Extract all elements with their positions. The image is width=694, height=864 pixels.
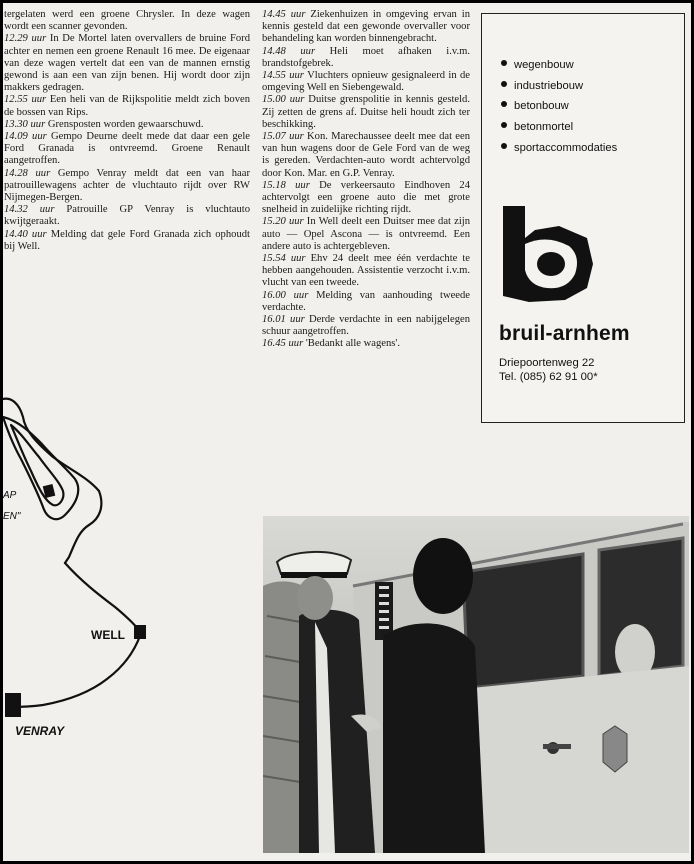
timeline-text: In De Mortel laten overvallers de bruine Ford achter en nemen een groene Renault 16 mee. De eigenaar van deze wagen vertelt dat een van de mannen ernstig gewond is aan een van zijn benen. Hij wordt door zijn makkers gedragen. — [4, 33, 250, 94]
bruil-logo-icon — [499, 204, 595, 304]
timeline-entry — [262, 253, 470, 290]
advertisement-bruil — [481, 13, 685, 423]
service-item: betonbouw — [501, 96, 617, 117]
timeline-entry — [262, 70, 470, 94]
timeline-time: 14.32 uur — [4, 204, 55, 216]
timeline-text: Gempo Deurne deelt mede dat daar een gele Ford Granada is ontvreemd. Groene Renault aangetroffen. — [4, 131, 250, 167]
timeline-text: tergelaten werd een groene Chrysler. In deze wagen wordt een scanner gevonden. — [4, 9, 250, 33]
timeline-entry — [262, 314, 470, 338]
timeline-text: Een heli van de Rijkspolitie meldt zich boven de bossen van Rips. — [4, 94, 250, 118]
timeline-time: 15.00 uur — [262, 94, 305, 106]
timeline-entry — [4, 229, 250, 253]
timeline-column-middle — [262, 9, 470, 351]
logo-letter: b — [545, 234, 546, 235]
timeline-time: 14.48 uur — [262, 45, 316, 57]
timeline-entry — [4, 9, 250, 33]
timeline-entry — [262, 290, 470, 314]
timeline-text: Duitse grenspolitie in kennis gesteld. Zij zetten de grens af. Duitse heli houdt zich ter beschikking. — [262, 94, 470, 130]
timeline-text: Patrouille GP Venray is vluchtauto kwijtgeraakt. — [4, 204, 251, 228]
map-label-well: WELL — [91, 628, 125, 642]
timeline-time: 14.45 uur — [262, 9, 306, 20]
timeline-text: Melding dat gele Ford Granada zich ophoudt bij Well. — [4, 228, 250, 252]
timeline-entry — [4, 94, 250, 118]
timeline-text: Kon. Marechaussee deelt mee dat een van hun wagens door de Gele Ford van de weg is gereden. Verdachten-auto wordt achtervolgd door Kon. Mar. en G.P. Venray. — [262, 131, 470, 179]
timeline-text: In Well deelt een Duitser mee dat zijn auto — Opel Ascona — is ontvreemd. Een andere auto is achtergebleven. — [262, 216, 470, 252]
timeline-entry — [4, 33, 250, 94]
timeline-entry — [4, 204, 250, 228]
route-map — [3, 395, 263, 755]
timeline-text: Gempo Venray meldt dat een van haar patrouillewagens achter de vluchtauto rijdt over RW Nijmegen-Bergen. — [4, 167, 250, 204]
timeline-entry — [262, 131, 470, 180]
map-label-venray: VENRAY — [15, 724, 65, 738]
timeline-time: 14.28 uur — [4, 167, 51, 179]
timeline-text: Derde verdachte in een nabijgelegen schuur aangetroffen. — [262, 314, 471, 338]
timeline-text: Heli moet afhaken i.v.m. brandstofgebrek. — [262, 45, 470, 69]
service-item: industriebouw — [501, 76, 617, 97]
timeline-text: Vluchters opnieuw gesignaleerd in de omgeving Well en Siebengewald. — [262, 70, 470, 94]
brand-address — [499, 356, 598, 384]
service-item: wegenbouw — [501, 55, 617, 76]
timeline-entry — [262, 338, 470, 350]
timeline-text: Grensposten worden gewaarschuwd. — [45, 118, 204, 130]
map-label-partial: AP — [3, 490, 17, 501]
timeline-time: 16.01 uur — [262, 314, 305, 326]
timeline-time: 12.29 uur — [4, 33, 47, 45]
timeline-time: 15.20 uur — [262, 216, 304, 228]
timeline-entry — [262, 216, 470, 253]
brand-name: bruil-arnhem — [499, 322, 630, 345]
timeline-time: 16.45 uur — [262, 338, 304, 350]
police-photo — [263, 516, 689, 853]
timeline-time: 14.40 uur — [4, 228, 47, 240]
watermark: WWW.RIJKSPOLITIE.ORG — [518, 808, 638, 819]
timeline-time: 14.09 uur — [4, 131, 47, 143]
timeline-time: 15.18 uur — [262, 179, 310, 191]
address-line: Driepoortenweg 22 — [499, 357, 595, 369]
service-item: sportaccommodaties — [501, 138, 617, 159]
timeline-entry — [4, 168, 250, 205]
map-label-partial2: EN" — [3, 511, 21, 522]
timeline-text: De verkeersauto Eindhoven 24 achtervolgt een groene auto die met grote snelheid in zuidelijke richting rijdt. — [262, 179, 471, 216]
timeline-entry — [262, 9, 470, 46]
timeline-entry — [4, 119, 250, 131]
timeline-text: Ziekenhuizen in omgeving ervan in kennis gesteld dat een gewonde overvaller voor behandeling kan worden binnengebracht. — [262, 9, 470, 45]
timeline-time: 15.07 uur — [262, 131, 304, 143]
timeline-text: 'Bedankt alle wagens'. — [303, 338, 400, 350]
timeline-time: 13.30 uur — [4, 118, 46, 130]
timeline-entry — [4, 131, 250, 168]
timeline-entry — [262, 46, 470, 70]
timeline-text: Ehv 24 deelt mee één verdachte te hebben aangehouden. Assistentie verzocht i.v.m. vlucht van een tweede. — [262, 253, 470, 289]
timeline-entry — [262, 94, 470, 131]
timeline-column-left — [4, 9, 250, 253]
timeline-time: 14.55 uur — [262, 70, 304, 82]
service-list — [501, 55, 617, 159]
timeline-time: 12.55 uur — [4, 94, 47, 106]
service-item: betonmortel — [501, 117, 617, 138]
timeline-text: Melding van aanhouding tweede verdachte. — [262, 289, 471, 313]
timeline-time: 15.54 uur — [262, 253, 306, 265]
magazine-page — [3, 3, 691, 861]
timeline-entry — [262, 180, 470, 217]
timeline-time: 16.00 uur — [262, 289, 309, 301]
phone-line: Tel. (085) 62 91 00* — [499, 371, 598, 383]
